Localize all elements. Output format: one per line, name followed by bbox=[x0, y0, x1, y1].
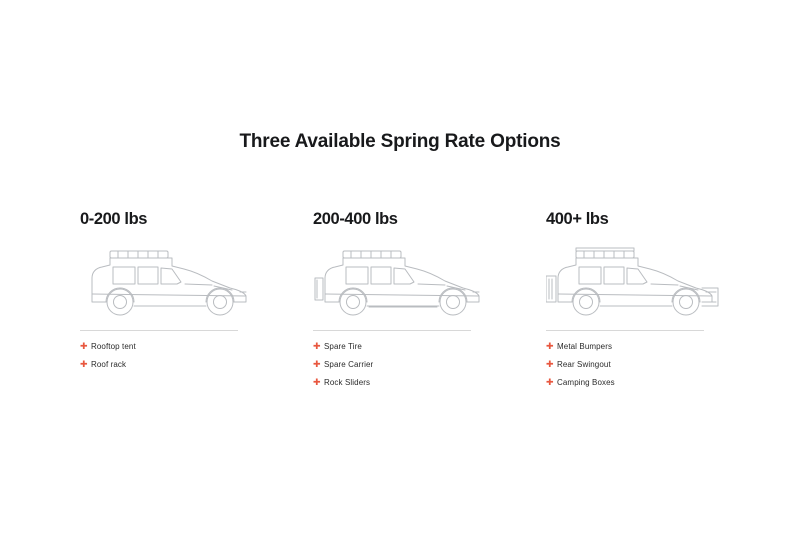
option-column-400-plus bbox=[546, 210, 736, 395]
feature-label: Roof rack bbox=[91, 360, 127, 369]
suv-line-drawing-icon bbox=[80, 244, 260, 324]
feature-label: Metal Bumpers bbox=[557, 342, 613, 351]
feature-label: Rooftop tent bbox=[91, 342, 136, 351]
plus-icon: ✚ bbox=[546, 341, 554, 351]
feature-list bbox=[313, 341, 503, 388]
feature-label: Spare Tire bbox=[324, 342, 362, 351]
list-item bbox=[546, 359, 736, 370]
suv-line-drawing-icon bbox=[313, 244, 493, 324]
options-columns bbox=[80, 210, 736, 395]
feature-label: Rear Swingout bbox=[557, 360, 611, 369]
plus-icon: ✚ bbox=[546, 377, 554, 387]
plus-icon: ✚ bbox=[546, 359, 554, 369]
option-column-200-400 bbox=[313, 210, 503, 395]
plus-icon: ✚ bbox=[80, 341, 88, 351]
list-item bbox=[313, 359, 503, 370]
column-divider bbox=[546, 330, 704, 331]
feature-label: Rock Sliders bbox=[324, 378, 371, 387]
page-title: Three Available Spring Rate Options bbox=[239, 131, 561, 152]
list-item bbox=[546, 341, 736, 352]
list-item bbox=[80, 341, 270, 352]
option-heading: 200-400 lbs bbox=[313, 210, 398, 228]
suv-line-drawing-icon bbox=[546, 244, 726, 324]
feature-list bbox=[546, 341, 736, 388]
column-divider bbox=[313, 330, 471, 331]
feature-label: Camping Boxes bbox=[557, 378, 615, 387]
list-item bbox=[80, 359, 270, 370]
plus-icon: ✚ bbox=[80, 359, 88, 369]
feature-list bbox=[80, 341, 270, 370]
plus-icon: ✚ bbox=[313, 341, 321, 351]
column-divider bbox=[80, 330, 238, 331]
list-item bbox=[313, 341, 503, 352]
option-heading: 400+ lbs bbox=[546, 210, 609, 228]
plus-icon: ✚ bbox=[313, 359, 321, 369]
option-column-0-200 bbox=[80, 210, 270, 395]
option-heading: 0-200 lbs bbox=[80, 210, 148, 228]
feature-label: Spare Carrier bbox=[324, 360, 374, 369]
plus-icon: ✚ bbox=[313, 377, 321, 387]
list-item bbox=[546, 377, 736, 388]
list-item bbox=[313, 377, 503, 388]
